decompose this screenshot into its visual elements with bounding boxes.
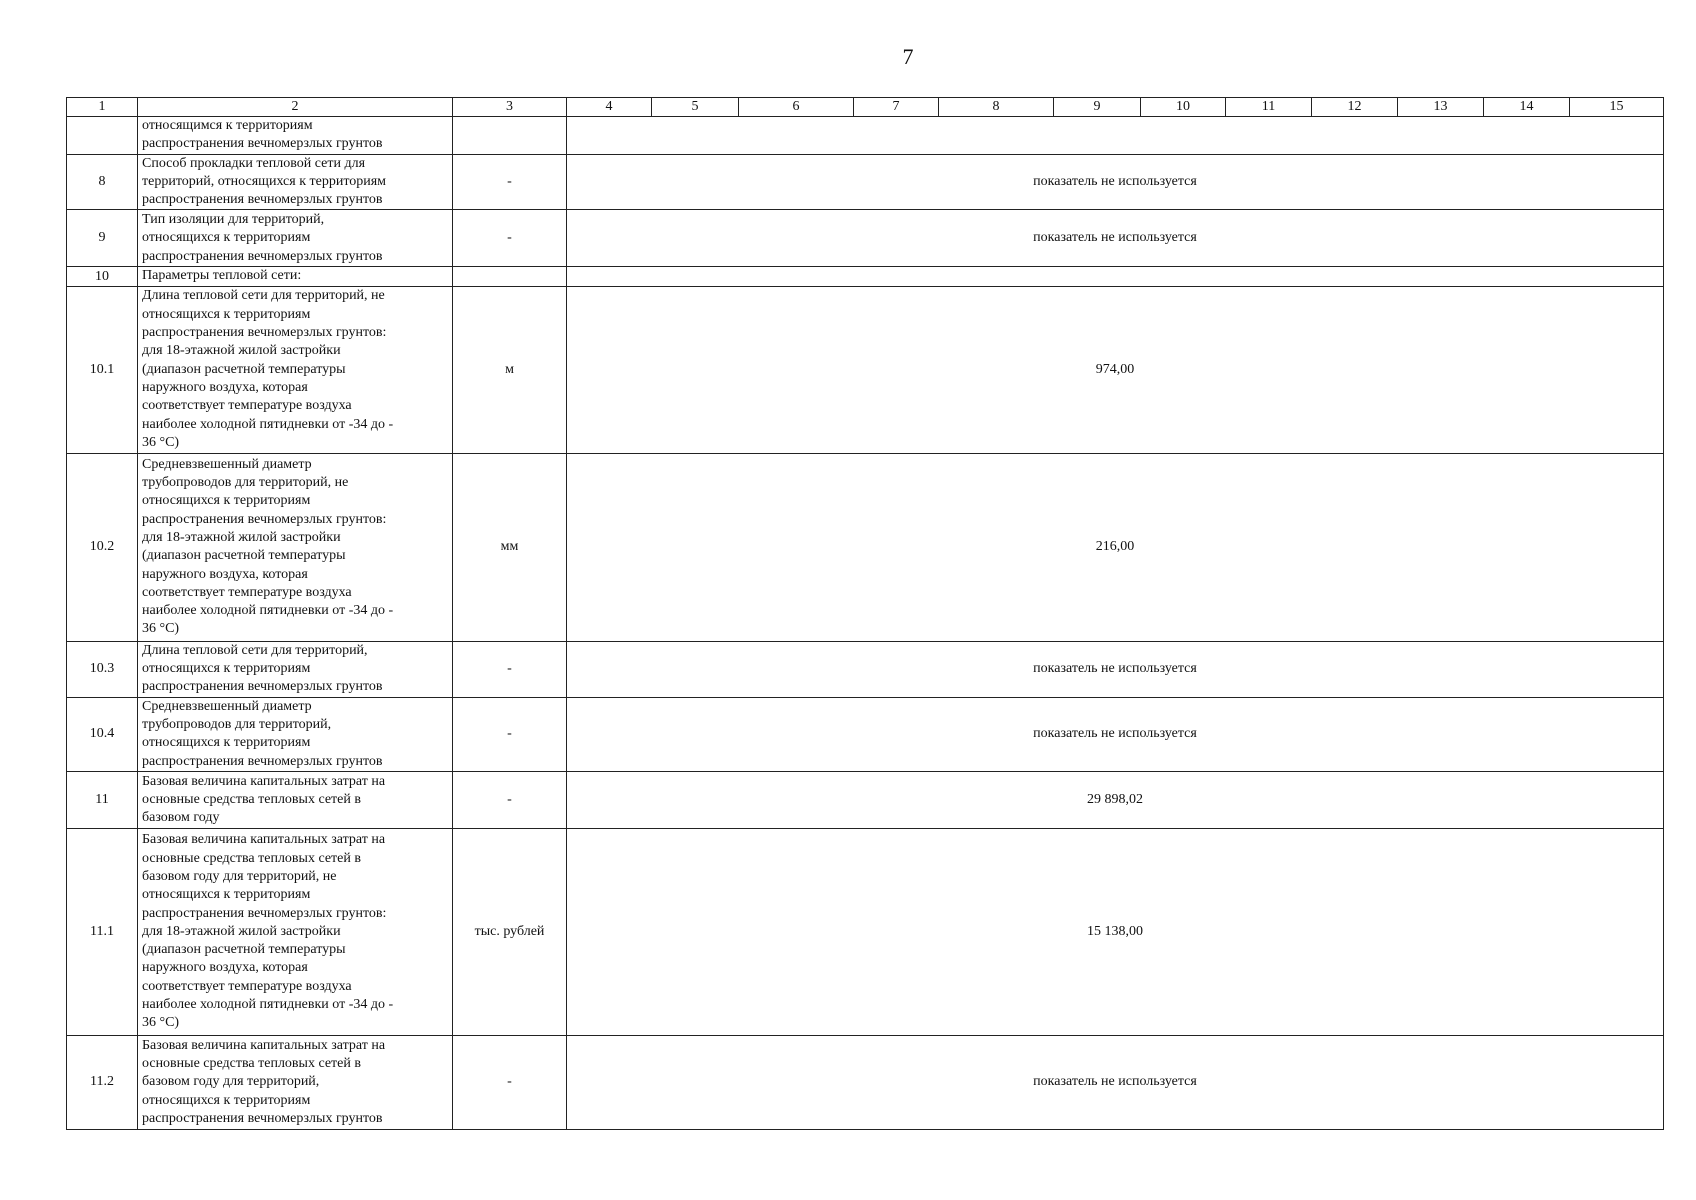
row-number-cell: 9: [67, 210, 138, 267]
description-cell: [138, 771, 453, 828]
description-line: Тип изоляции для территорий,: [142, 212, 325, 228]
description-line: наружного воздуха, которая: [142, 566, 308, 582]
unit-cell: -: [453, 154, 567, 210]
description-line: территорий, относящихся к территориям: [142, 173, 387, 189]
value-cell: [567, 117, 1664, 155]
value-cell: 216,00: [567, 453, 1664, 641]
table-row: [67, 771, 1664, 828]
column-number-cell: 5: [652, 98, 739, 117]
description-line: базовом году: [142, 810, 220, 826]
row-number-cell: 11: [67, 771, 138, 828]
description-line: Длина тепловой сети для территорий,: [142, 642, 368, 658]
unit-cell: -: [453, 771, 567, 828]
description-line: относящихся к территориям: [142, 887, 311, 903]
unit-cell: м: [453, 286, 567, 453]
description-line: относящихся к территориям: [142, 306, 311, 322]
description-cell: [138, 210, 453, 267]
description-line: наружного воздуха, которая: [142, 960, 308, 976]
description-line: Параметры тепловой сети:: [142, 268, 302, 284]
description-cell: [138, 117, 453, 155]
column-number-cell: 11: [1226, 98, 1312, 117]
description-line: распространения вечномерзлых грунтов: [142, 192, 383, 208]
description-line: Способ прокладки тепловой сети для: [142, 155, 366, 171]
description-line: распространения вечномерзлых грунтов: [142, 679, 383, 695]
description-line: распространения вечномерзлых грунтов: [142, 248, 383, 264]
description-line: распространения вечномерзлых грунтов:: [142, 905, 387, 921]
description-line: распространения вечномерзлых грунтов: [142, 136, 383, 152]
unit-cell: [453, 117, 567, 155]
description-line: относящихся к территориям: [142, 661, 311, 677]
description-line: соответствует температуре воздуха: [142, 584, 352, 600]
description-line: (диапазон расчетной температуры: [142, 942, 346, 958]
description-line: наиболее холодной пятидневки от -34 до -: [142, 603, 394, 619]
description-cell: [138, 828, 453, 1035]
row-number-cell: 8: [67, 154, 138, 210]
unit-cell: -: [453, 697, 567, 771]
description-line: относящимся к территориям: [142, 118, 313, 133]
column-number-cell: 2: [138, 98, 453, 117]
column-number-row: [67, 98, 1664, 117]
column-number-cell: 3: [453, 98, 567, 117]
unit-cell: -: [453, 1035, 567, 1129]
description-line: соответствует температуре воздуха: [142, 978, 352, 994]
row-number-cell: [67, 117, 138, 155]
description-cell: [138, 286, 453, 453]
unit-cell: -: [453, 641, 567, 697]
value-cell: показатель не используется: [567, 154, 1664, 210]
column-number-cell: 15: [1570, 98, 1664, 117]
row-number-cell: 10.3: [67, 641, 138, 697]
description-line: 36 °С): [142, 621, 180, 637]
value-cell: показатель не используется: [567, 210, 1664, 267]
description-line: Средневзвешенный диаметр: [142, 698, 312, 714]
description-cell: [138, 453, 453, 641]
unit-cell: тыс. рублей: [453, 828, 567, 1035]
description-line: для 18-этажной жилой застройки: [142, 343, 341, 359]
description-cell: [138, 641, 453, 697]
description-line: распространения вечномерзлых грунтов: [142, 753, 383, 769]
description-line: наружного воздуха, которая: [142, 379, 308, 395]
table-body: [67, 98, 1664, 1130]
description-line: основные средства тепловых сетей в: [142, 850, 361, 866]
description-line: базовом году для территорий,: [142, 1074, 320, 1090]
table-row: [67, 210, 1664, 267]
table-row: [67, 267, 1664, 286]
description-line: Базовая величина капитальных затрат на: [142, 773, 386, 789]
column-number-cell: 1: [67, 98, 138, 117]
description-line: соответствует температуре воздуха: [142, 398, 352, 414]
value-cell: 15 138,00: [567, 828, 1664, 1035]
column-number-cell: 6: [739, 98, 854, 117]
description-cell: [138, 154, 453, 210]
description-line: трубопроводов для территорий, не: [142, 475, 349, 491]
description-line: для 18-этажной жилой застройки: [142, 923, 341, 939]
column-number-cell: 7: [854, 98, 939, 117]
value-cell: [567, 267, 1664, 286]
column-number-cell: 8: [939, 98, 1054, 117]
value-cell: показатель не используется: [567, 641, 1664, 697]
description-line: для 18-этажной жилой застройки: [142, 529, 341, 545]
unit-cell: [453, 267, 567, 286]
description-line: (диапазон расчетной температуры: [142, 361, 346, 377]
table-row: [67, 641, 1664, 697]
description-line: относящихся к территориям: [142, 735, 311, 751]
data-table: [66, 97, 1664, 1130]
row-number-cell: 11.1: [67, 828, 138, 1035]
description-line: распространения вечномерзлых грунтов: [142, 1110, 383, 1126]
table-row: [67, 286, 1664, 453]
table-row: [67, 1035, 1664, 1129]
description-line: основные средства тепловых сетей в: [142, 791, 361, 807]
description-line: Длина тепловой сети для территорий, не: [142, 288, 385, 304]
description-line: распространения вечномерзлых грунтов:: [142, 325, 387, 341]
table-row: [67, 154, 1664, 210]
description-line: распространения вечномерзлых грунтов:: [142, 511, 387, 527]
description-cell: [138, 1035, 453, 1129]
row-number-cell: 10: [67, 267, 138, 286]
row-number-cell: 11.2: [67, 1035, 138, 1129]
value-cell: 974,00: [567, 286, 1664, 453]
description-line: (диапазон расчетной температуры: [142, 548, 346, 564]
value-cell: показатель не используется: [567, 1035, 1664, 1129]
column-number-cell: 10: [1141, 98, 1226, 117]
description-line: Базовая величина капитальных затрат на: [142, 1037, 386, 1053]
row-number-cell: 10.4: [67, 697, 138, 771]
table-row: [67, 453, 1664, 641]
description-line: 36 °С): [142, 1015, 180, 1031]
description-cell: [138, 697, 453, 771]
column-number-cell: 13: [1398, 98, 1484, 117]
description-line: относящихся к территориям: [142, 493, 311, 509]
description-line: трубопроводов для территорий,: [142, 717, 332, 733]
description-line: наиболее холодной пятидневки от -34 до -: [142, 997, 394, 1012]
value-cell: показатель не используется: [567, 697, 1664, 771]
page-number: 7: [902, 44, 914, 69]
table-row: [67, 117, 1664, 155]
description-line: Средневзвешенный диаметр: [142, 456, 312, 472]
value-cell: 29 898,02: [567, 771, 1664, 828]
description-cell: [138, 267, 453, 286]
description-line: базовом году для территорий, не: [142, 868, 337, 884]
row-number-cell: 10.1: [67, 286, 138, 453]
unit-cell: мм: [453, 453, 567, 641]
column-number-cell: 9: [1054, 98, 1141, 117]
description-line: наиболее холодной пятидневки от -34 до -: [142, 416, 394, 432]
description-line: относящихся к территориям: [142, 230, 311, 246]
description-line: Базовая величина капитальных затрат на: [142, 832, 386, 848]
unit-cell: -: [453, 210, 567, 267]
column-number-cell: 12: [1312, 98, 1398, 117]
description-line: относящихся к территориям: [142, 1092, 311, 1108]
table-row: [67, 697, 1664, 771]
description-line: основные средства тепловых сетей в: [142, 1056, 361, 1072]
column-number-cell: 14: [1484, 98, 1570, 117]
column-number-cell: 4: [567, 98, 652, 117]
table-row: [67, 828, 1664, 1035]
row-number-cell: 10.2: [67, 453, 138, 641]
description-line: 36 °С): [142, 434, 180, 450]
